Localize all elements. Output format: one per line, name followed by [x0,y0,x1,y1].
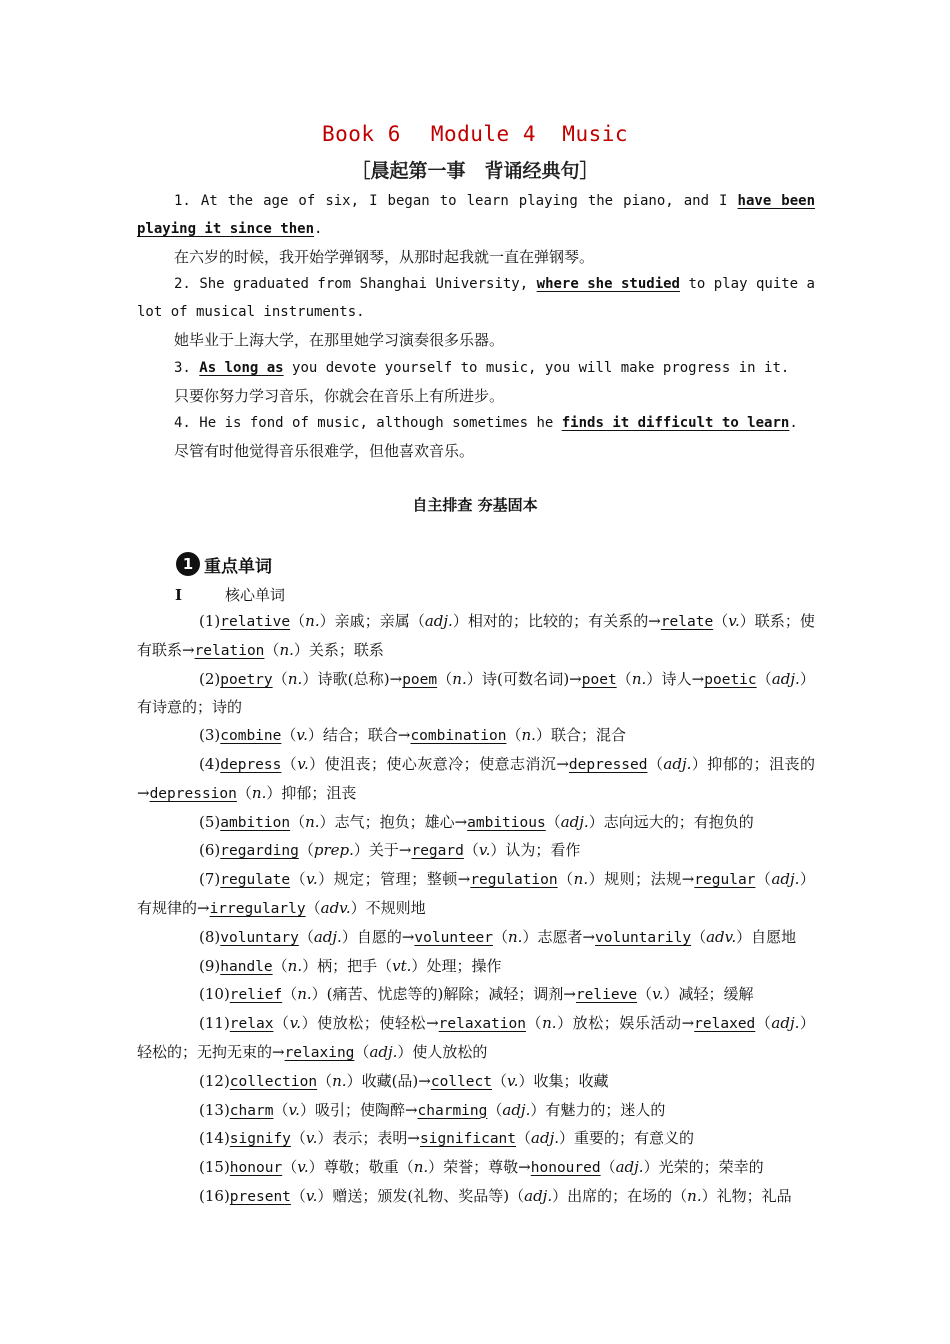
vocab-item: (5)ambition（n.）志气；抱负；雄心→ambitious（adj.）志向远大的；有抱负的 [199,812,754,831]
vocab-item: (14)signify（v.）表示；表明→significant（adj.）重要的；有意义的 [199,1129,695,1148]
vocab-item: (9)handle（n.）柄；把手（vt.）处理；操作 [199,956,502,975]
vocab-word: poetic [704,671,757,688]
vocab-word: regulate [220,872,291,889]
vocab-word: poetry [220,671,273,688]
vocab-word: ambitious [467,814,546,831]
vocab-list [137,608,815,1212]
sentence-1-zh: 在六岁的时候，我开始学弹钢琴，从那时起我就一直在弹钢琴。 [174,247,595,266]
vocab-item: (6)regarding（prep.）关于→regard（v.）认为；看作 [199,841,581,860]
vocab-word: collection [229,1073,318,1090]
vocab-word: charm [229,1102,274,1119]
vocab-item: (7)regulate（v.）规定；管理；整顿→regulation（n.）规则；法规→regular（adj.）有规律的→irregularly（adv.）不规则地 [137,870,815,917]
badge-number-icon: 1 [176,552,200,576]
vocab-word: charming [417,1102,488,1119]
vocab-item: (15)honour（v.）尊敬；敬重（n.）荣誉；尊敬→honoured（adj.）光荣的；荣幸的 [199,1158,764,1177]
answer-4: finds it difficult to learn [561,415,790,432]
badge-label: 重点单词 [204,556,272,577]
vocab-word: handle [220,958,273,975]
vocab-word: regular [694,872,756,889]
vocab-word: relate [660,614,714,630]
sentence-1-en: 1. At the age of six, I began to learn playing the piano, and I have been playing it since then. [137,193,816,237]
vocab-word: combine [220,728,282,745]
vocab-word: depressed [568,756,648,773]
vocab-item: (4)depress（v.）使沮丧；使心灰意冷；使意志消沉→depressed（adj.）抑郁的；沮丧的→depression（n.）抑郁；沮丧 [137,754,815,802]
vocab-word: honoured [530,1160,601,1177]
vocab-word: voluntarily [595,929,692,946]
answer-1: have been playing it since then [137,193,816,237]
answer-2: where she studied [536,276,680,293]
vocab-item: (16)present（v.）赠送；颁发(礼物、奖品等)（adj.）出席的；在场的（n.）礼物；礼品 [199,1186,792,1205]
vocab-word: volunteer [414,929,493,946]
vocab-word: regard [411,843,464,860]
vocab-word: regulation [470,872,558,889]
vocab-word: honour [229,1160,283,1177]
vocab-word: combination [410,728,507,745]
vocab-word: depression [149,785,237,802]
vocab-word: poem [402,671,438,688]
vocab-word: relax [229,1016,274,1033]
sentence-2-zh: 她毕业于上海大学，在那里她学习演奏很多乐器。 [174,330,505,349]
vocab-word: regarding [220,843,299,860]
sentence-block [137,188,815,466]
vocab-word: relaxation [438,1016,526,1033]
sentence-4-zh: 尽管有时他觉得音乐很难学，但他喜欢音乐。 [174,442,475,461]
roman-numeral: Ⅰ [175,586,183,604]
vocab-word: collect [430,1073,492,1090]
page-subtitle: ［晨起第一事 背诵经典句］ [351,160,599,182]
subsection-heading [175,582,285,610]
vocab-word: relief [229,987,283,1004]
vocab-word: relieve [575,987,638,1004]
title-book: Book 6 [321,122,401,146]
vocab-word: relaxing [284,1044,355,1061]
vocab-word: voluntary [220,929,299,946]
vocab-word: poet [581,671,617,688]
vocab-item: (2)poetry（n.）诗歌(总称)→poem（n.）诗(可数名词)→poet（n.）诗人→poetic（adj.）有诗意的；诗的 [137,669,815,717]
answer-3: As long as [199,359,284,376]
vocab-item: (12)collection（n.）收藏(品)→collect（v.）收集；收藏 [199,1071,609,1090]
vocab-item: (8)voluntary（adj.）自愿的→volunteer（n.）志愿者→voluntarily（adv.）自愿地 [199,927,797,946]
sentence-2-en: 2. She graduated from Shanghai University, where she studied to play quite a lot of musical instruments. [137,276,815,321]
section-badge [176,551,272,577]
page-title [0,122,950,146]
title-topic: Music [562,122,629,146]
vocab-item: (1)relative（n.）亲戚；亲属（adj.）相对的；比较的；有关系的→relate（v.）联系；使有联系→relation（n.）关系；联系 [137,612,815,659]
vocab-word: signify [229,1131,291,1148]
sentence-4-en: 4. He is fond of music, although sometimes he finds it difficult to learn. [174,415,798,432]
vocab-word: depress [220,756,282,773]
vocab-item: (11)relax（v.）使放松；使轻松→relaxation（n.）放松；娱乐活动→relaxed（adj.）轻松的；无拘无束的→relaxing（adj.）使人放松的 [137,1014,815,1061]
vocab-word: relative [220,614,291,630]
vocab-item: (3)combine（v.）结合；联合→combination（n.）联合；混合 [199,726,626,745]
vocab-word: present [229,1188,291,1205]
vocab-word: irregularly [209,900,306,917]
section-title: 自主排查 夯基固本 [412,496,538,514]
vocab-item: (10)relief（n.）(痛苦、忧虑等的)解除；减轻；调剂→relieve（v.）减轻；缓解 [199,985,754,1004]
vocab-word: relation [194,642,265,659]
vocab-word: relaxed [694,1016,756,1033]
vocab-item: (13)charm（v.）吸引；使陶醉→charming（adj.）有魅力的；迷人的 [199,1100,666,1119]
title-module: Module 4 [430,122,536,146]
sentence-3-en: 3. As long as you devote yourself to music, you will make progress in it. [174,359,790,376]
vocab-word: ambition [220,814,291,831]
subsection-label: 核心单词 [225,586,286,604]
vocab-word: significant [419,1131,517,1148]
sentence-3-zh: 只要你努力学习音乐，你就会在音乐上有所进步。 [174,386,505,405]
